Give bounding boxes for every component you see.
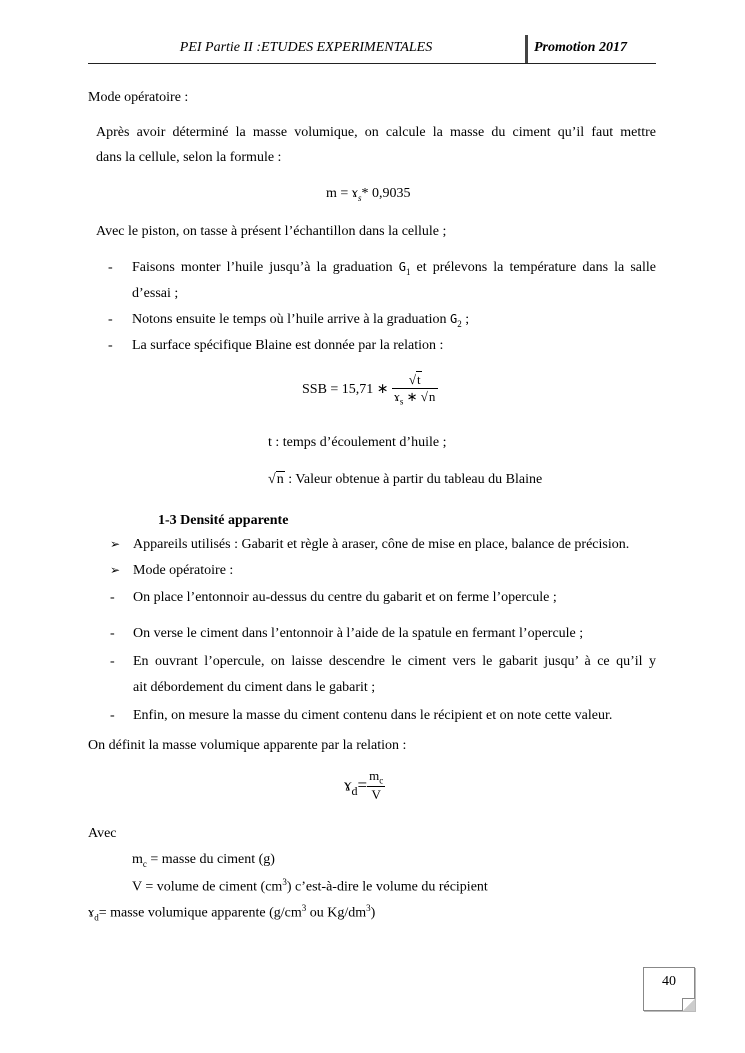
ssb-den-sub: s (399, 396, 404, 407)
step-1-gsub: 1 (405, 266, 411, 277)
step-2-pre: Notons ensuite le temps où l’huile arrive à la graduation (132, 312, 451, 327)
def-mc-m: m (132, 852, 143, 867)
mode-title: Mode opératoire : (88, 90, 189, 105)
step-1-post: et prélevons la température dans la salle (410, 260, 656, 275)
ssb-den-radicand: n (428, 389, 436, 404)
section-heading (158, 513, 288, 529)
gamma-d-fraction (367, 768, 385, 803)
procedure-4: Enfin, on mesure la masse du ciment contenu dans le récipient et on note cette valeur. (133, 708, 613, 723)
definition-gamma-d (88, 903, 375, 922)
sqrt-sign: √ (268, 472, 276, 487)
def-v-sup: 3 (282, 877, 287, 887)
piston-line: Avec le piston, on tasse à présent l’échantillon dans la cellule ; (96, 224, 447, 239)
avec-label: Avec (88, 826, 117, 841)
gamma-symbol: ɤ (344, 775, 352, 795)
def-mc-text: = masse du ciment (g) (146, 852, 275, 867)
ssb-denominator (392, 389, 438, 407)
bullet-apparatus: Appareils utilisés : Gabarit et règle à araser, cône de mise en place, balance de précision. (133, 537, 630, 552)
procedure-3-line-2: ait débordement du ciment dans le gabarit ; (133, 680, 376, 695)
t-definition: t : temps d’écoulement d’huile ; (268, 435, 447, 450)
def-mc-sub: c (142, 858, 147, 869)
relation-intro: On définit la masse volumique apparente par la relation : (88, 738, 407, 753)
gamma-d-formula (344, 768, 385, 803)
dash-1: - (108, 260, 113, 275)
n-def-text: : Valeur obtenue à partir du tableau du Blaine (284, 472, 543, 487)
step-1-line-1 (132, 260, 656, 277)
step-1-pre: Faisons monter l’huile jusqu’à la graduation (132, 260, 399, 275)
ssb-formula (302, 372, 438, 407)
gamma-symbol: ɤ (351, 186, 359, 201)
def-gd-pre: = masse volumique apparente (g/cm (98, 905, 302, 921)
dash-2: - (108, 312, 113, 327)
gamma-d-eq: = (357, 775, 368, 795)
n-def-radicand: n (276, 472, 284, 487)
gamma-d-sub: d (351, 784, 358, 799)
ssb-numerator (392, 372, 438, 389)
ssb-lhs: SSB = 15,71 ∗ (302, 381, 389, 397)
header-rule (88, 63, 656, 64)
definition-mc (132, 852, 275, 869)
gd-den: V (371, 786, 381, 802)
procedure-2: On verse le ciment dans l’entonnoir à l’aide de la spatule en fermant l’opercule ; (133, 626, 584, 641)
section-title: Densité apparente (180, 513, 289, 528)
sqrt-sign: √ (420, 389, 428, 404)
formula-m (326, 186, 411, 203)
def-v-pre: V = volume de ciment (cm (132, 879, 283, 895)
formula-m-lhs: m = (326, 186, 352, 201)
dash-6: - (110, 654, 115, 669)
intro-line-2: dans la cellule, selon la formule : (96, 150, 282, 165)
bullet-mode: Mode opératoire : (133, 563, 234, 578)
def-gd-sup2: 3 (366, 903, 371, 913)
def-gd-sup1: 3 (301, 903, 307, 913)
definition-v (132, 877, 488, 896)
header-separator (525, 35, 528, 63)
procedure-1: On place l’entonnoir au-dessus du centre du gabarit et on ferme l’opercule ; (133, 590, 557, 605)
arrow-bullet-icon: ➢ (110, 563, 121, 577)
dash-4: - (110, 590, 115, 605)
def-gd-post: ) (370, 905, 376, 921)
ssb-fraction (392, 372, 438, 407)
step-2 (132, 312, 469, 329)
gamma-symbol: ɤ (394, 389, 400, 404)
dash-3: - (108, 338, 113, 353)
procedure-3-line-1: En ouvrant l’opercule, on laisse descendre le ciment vers le gabarit jusqu’ à ce qu’il y (133, 654, 656, 669)
formula-m-rhs: * 0,9035 (361, 186, 411, 201)
gd-num: m (369, 768, 380, 783)
def-gd-sub: d (94, 912, 99, 923)
step-2-g: G (450, 312, 458, 326)
sqrt-sign: √ (408, 372, 416, 387)
def-v-post: ) c’est-à-dire le volume du récipient (286, 879, 488, 895)
page-number-box (643, 967, 695, 1011)
step-1-g: G (398, 260, 406, 274)
header-title: PEI Partie II :ETUDES EXPERIMENTALES (179, 40, 433, 55)
step-2-post: ; (461, 312, 470, 327)
intro-line-1: Après avoir déterminé la masse volumique, on calcule la masse du ciment qu’il faut mettre (96, 125, 656, 140)
section-number: 1-3 (158, 513, 177, 528)
dash-7: - (110, 708, 115, 723)
step-2-gsub: 2 (457, 318, 462, 329)
folded-corner (682, 998, 695, 1011)
page-number: 40 (662, 974, 676, 989)
step-1-line-2: d’essai ; (132, 286, 179, 301)
arrow-bullet-icon: ➢ (110, 537, 121, 551)
gamma-d-numerator (367, 768, 385, 787)
gd-num-sub: c (379, 775, 384, 786)
n-definition (268, 472, 542, 488)
header-promotion: Promotion 2017 (534, 40, 627, 55)
ssb-den-mid: ∗ (403, 389, 421, 404)
def-gd-mid: ou Kg/dm (306, 905, 367, 921)
gamma-symbol: ɤ (88, 905, 95, 921)
formula-m-sub: s (358, 192, 362, 203)
step-3: La surface spécifique Blaine est donnée par la relation : (132, 338, 444, 353)
dash-5: - (110, 626, 115, 641)
ssb-num-radicand: t (416, 372, 421, 387)
